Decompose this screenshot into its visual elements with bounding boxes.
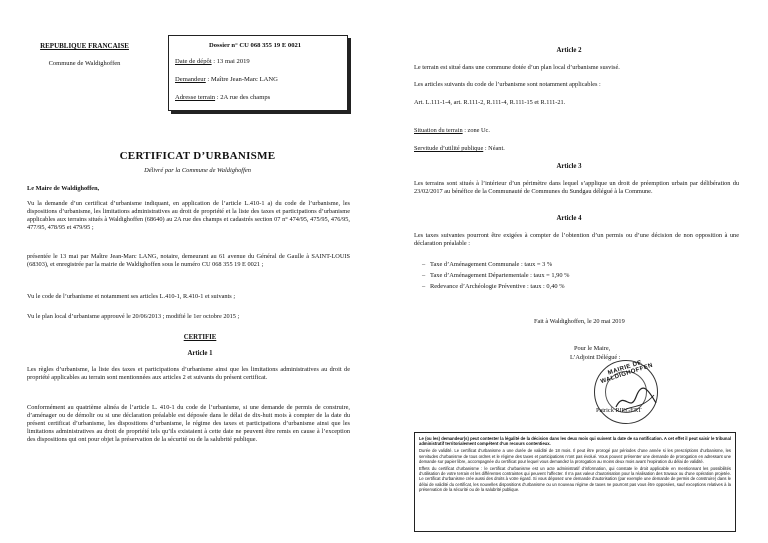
pour-le-maire: Pour le Maire,	[574, 345, 611, 352]
mairie-stamp-icon: MAIRIE DE WALDIGHOFFEN	[594, 360, 658, 424]
vu-code-paragraph: Vu le code de l’urbanisme et notamment ses articles L.410-1, R.410-1 et suivants ;	[27, 293, 236, 300]
article-2-paragraph-1: Le terrain est situé dans une commune dotée d’un plan local d’urbanisme susvisé.	[414, 64, 620, 71]
tax-item: – Taxe d’Aménagement Communale : taux = 3 %	[422, 261, 553, 268]
notice-paragraph: Durée de validité. Le certificat d’urbanisme a une durée de validité de 18 mois. Il peut être prorogé par périodes d’une année si les prescriptions d’urbanisme, les servitudes d’urbanisme de tous ordres et le régime des taxes et participations n’ont pas évolué. Vous pouvez présenter une demande de prorogation en adressant une demande sur papier libre, accompagnée du certificat pour lequel vous demandez la prorogation au moins deux mois avant l’expiration du délai de validité.	[419, 448, 731, 464]
article-4-title: Article 4	[556, 215, 582, 222]
tax-item: – Redevance d’Archéologie Préventive : taux : 0,40 %	[422, 283, 565, 290]
fait-a: Fait à Waldighoffen, le 20 mai 2019	[534, 318, 625, 325]
article-2-articles: Art. L.111-1-4, art. R.111-2, R.111-4, R.111-15 et R.111-21.	[414, 99, 566, 106]
republic-heading: REPUBLIQUE FRANCAISE	[40, 42, 129, 50]
vu-plu-paragraph: Vu le plan local d’urbanisme approuvé le 20/06/2013 ; modifié le 1er octobre 2015 ;	[27, 313, 240, 320]
notice-paragraph: Effets du certificat d’urbanisme : le certificat d’urbanisme est un acte administratif d’information, qui constate le droit applicable en mentionnant les possibilités d’utilisation de votre terrain et les différentes contraintes qui peuvent l’affecter. Il n’a pas valeur d’autorisation pour la réalisation des travaux ou d’une opération projetée. Le certificat d’urbanisme crée aussi des droits à votre égard. Si vous déposez une demande d’autorisation (par exemple une demande de permis de construire) dans le délai de validité du certificat, les nouvelles dispositions d’urbanisme ou un nouveau régime de taxes ne pourront pas vous être opposées, sauf exceptions relatives à la préservation de la sécurité ou de la salubrité publique.	[419, 466, 731, 492]
vu-demande-paragraph: Vu la demande d’un certificat d’urbanisme indiquant, en application de l’article L.410-1 a) du code de l’urbanisme, les dispositions d’urbanisme, les limitations administratives au droit de propriété et la liste des taxes et participations d’urbanisme applicables aux terrains situés à Waldighoffen (68640) au 2A rue des champs et cadastrés section 07 n° 474/95, 475/95, 476/95, 477/95, 478/95 et 479/95 ;	[27, 200, 350, 231]
article-1-paragraph-2: Conformément au quatrième alinéa de l’article L. 410-1 du code de l’urbanisme, si une demande de permis de construire, d’aménager ou de démolir ou si une déclaration préalable est déposée dans le délai de dix-huit mois à compter de la date du présent certificat d’urbanisme, les dispositions d’urbanisme, le régime des taxes et participations d’urbanisme ainsi que les limitations administratives au droit de propriété tels qu’ils existaient à cette date ne peuvent être remis en cause à l’exception des dispositions qui ont pour objet la préservation de la sécurité ou de la salubrité publique.	[27, 404, 350, 443]
article-2-paragraph-2: Les articles suivants du code de l’urbanisme sont notamment applicables :	[414, 81, 601, 88]
notice-paragraph: Le (ou les) demandeur(s) peut contester la légalité de la décision dans les deux mois qui suivent la date de sa notification. A cet effet il peut saisir le tribunal administratif territorialement compétent d’un recours contentieux.	[419, 436, 731, 447]
date-depot: Date de dépôt : 13 mai 2019	[175, 58, 250, 65]
article-1-paragraph-1: Les règles d’urbanisme, la liste des taxes et participations d’urbanisme ainsi que les limitations administratives au droit de propriété applicables au terrain sont mentionnées aux articles 2 et suivants du présent certificat.	[27, 366, 350, 381]
legal-notice-box	[414, 432, 736, 532]
article-4-paragraph: Les taxes suivantes pourront être exigées à compter de l’obtention d’un permis ou d’une décision de non opposition à une déclaration préalable :	[414, 232, 739, 247]
certifie-heading: CERTIFIE	[183, 334, 217, 341]
article-1-title: Article 1	[187, 350, 213, 357]
dossier-box	[168, 35, 348, 111]
article-3-paragraph: Les terrains sont situés à l’intérieur d’un périmètre dans lequel s’applique un droit de préemption urbain par délibération du 23/02/2017 au bénéfice de la Communauté de Communes du Sundgau délégué à la Commune.	[414, 180, 739, 195]
adresse-terrain: Adresse terrain : 2A rue des champs	[175, 94, 271, 101]
dossier-number: Dossier n° CU 068 355 19 E 0021	[209, 42, 302, 49]
right-page	[384, 0, 768, 543]
demandeur: Demandeur : Maître Jean-Marc LANG	[175, 76, 278, 83]
commune-name: Commune de Waldighoffen	[48, 60, 121, 67]
situation-terrain: Situation du terrain : zone Uc.	[414, 127, 490, 134]
document-title: CERTIFICAT D’URBANISME	[119, 150, 276, 162]
adjoint-delegue: L’Adjoint Délégué :	[570, 354, 621, 361]
tax-item: – Taxe d’Aménagement Départementale : taux = 1,90 %	[422, 272, 570, 279]
presentee-paragraph: présentée le 13 mai par Maître Jean-Marc LANG, notaire, demeurant au 61 avenue du Général de Gaulle à SAINT-LOUIS (68303), et enregistrée par la mairie de Waldighoffen sous le numéro CU 068 355 19 E 0021 ;	[27, 253, 350, 268]
servitude: Servitude d’utilité publique : Néant.	[414, 145, 505, 152]
document-subtitle: Délivré par la Commune de Waldighoffen	[144, 167, 251, 174]
signatory-name: Patrick RIEGERT	[596, 407, 642, 414]
article-2-title: Article 2	[556, 47, 582, 54]
article-3-title: Article 3	[556, 163, 582, 170]
maire-heading: Le Maire de Waldighoffen,	[27, 185, 100, 192]
